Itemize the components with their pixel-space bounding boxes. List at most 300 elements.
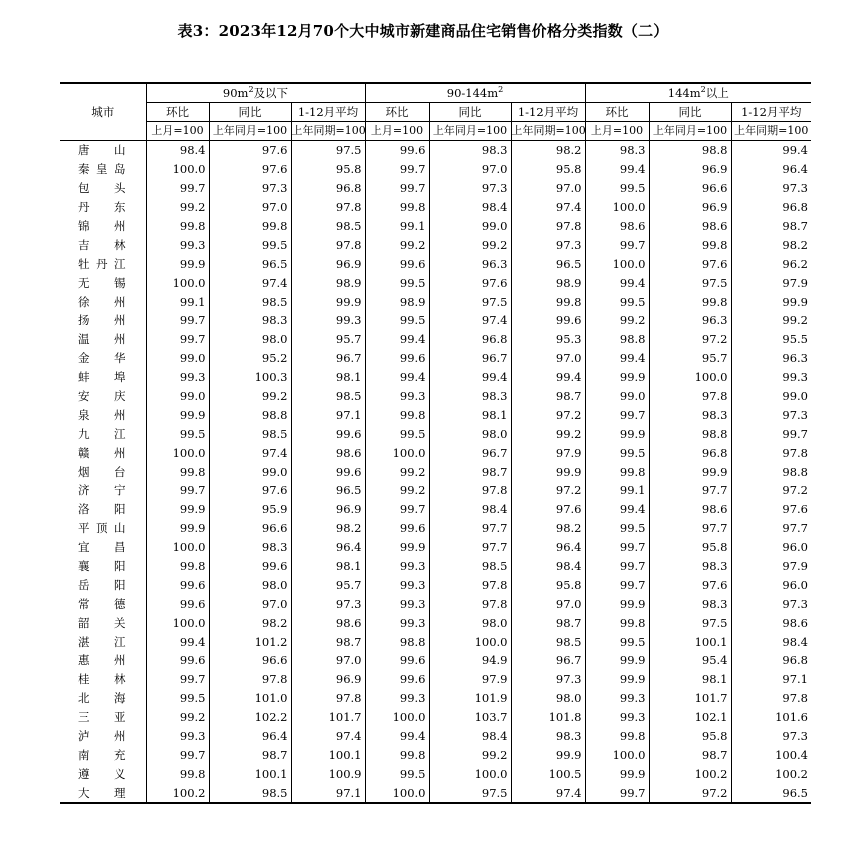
index-value: 98.3: [429, 141, 511, 160]
subheader-mom: 环比: [146, 103, 209, 122]
table-title: 表3：2023年12月70个大中城市新建商品住宅销售价格分类指数（二）: [177, 22, 669, 40]
index-value: 99.8: [585, 727, 649, 746]
index-value: 97.8: [511, 217, 585, 236]
table-row: [60, 632, 811, 651]
index-value: 99.4: [585, 349, 649, 368]
index-value: 97.6: [209, 160, 291, 179]
index-value: 99.5: [365, 424, 429, 443]
index-value: 96.9: [649, 160, 731, 179]
index-value: 98.3: [429, 387, 511, 406]
index-value: 99.0: [585, 387, 649, 406]
index-value: 97.5: [429, 292, 511, 311]
base-label-yoy: 上年同月=100: [649, 122, 731, 141]
base-label-yoy: 上年同月=100: [429, 122, 511, 141]
index-value: 97.5: [649, 273, 731, 292]
index-value: 99.2: [146, 198, 209, 217]
base-label-mom: 上月=100: [146, 122, 209, 141]
index-value: 97.8: [731, 689, 811, 708]
index-value: 95.3: [511, 330, 585, 349]
index-value: 99.8: [146, 557, 209, 576]
index-value: 99.7: [585, 235, 649, 254]
index-value: 99.8: [585, 613, 649, 632]
index-value: 97.8: [731, 443, 811, 462]
index-value: 99.9: [731, 292, 811, 311]
index-value: 97.7: [649, 519, 731, 538]
index-value: 99.7: [585, 783, 649, 803]
index-value: 99.6: [146, 575, 209, 594]
index-value: 97.4: [511, 198, 585, 217]
subheader-avg: 1-12月平均: [731, 103, 811, 122]
index-value: 99.7: [146, 481, 209, 500]
index-value: 101.6: [731, 708, 811, 727]
index-value: 102.2: [209, 708, 291, 727]
base-label-avg: 上年同期=100: [291, 122, 365, 141]
index-value: 97.2: [511, 481, 585, 500]
price-index-table-container: [60, 82, 811, 804]
index-value: 99.4: [511, 368, 585, 387]
table-row: [60, 387, 811, 406]
index-value: 96.0: [731, 575, 811, 594]
index-value: 97.1: [291, 783, 365, 803]
city-name: 韶关: [78, 615, 126, 630]
city-name: 赣州: [78, 445, 126, 460]
subheader-yoy: 同比: [649, 103, 731, 122]
index-value: 98.5: [209, 783, 291, 803]
index-value: 100.0: [365, 708, 429, 727]
city-name: 唐山: [78, 143, 126, 158]
index-value: 99.6: [365, 670, 429, 689]
index-value: 97.8: [291, 198, 365, 217]
index-value: 99.7: [365, 500, 429, 519]
index-value: 98.0: [511, 689, 585, 708]
index-value: 99.3: [585, 708, 649, 727]
index-value: 98.7: [511, 387, 585, 406]
index-value: 99.7: [146, 746, 209, 765]
index-value: 97.0: [511, 594, 585, 613]
city-name: 泸州: [78, 729, 126, 744]
city-name: 包头: [78, 181, 126, 196]
index-value: 98.3: [511, 727, 585, 746]
index-value: 98.4: [429, 500, 511, 519]
city-name: 惠州: [78, 653, 126, 668]
index-value: 99.3: [365, 613, 429, 632]
index-value: 97.6: [209, 141, 291, 160]
index-value: 99.7: [585, 575, 649, 594]
index-value: 100.0: [585, 198, 649, 217]
index-value: 99.6: [511, 311, 585, 330]
index-value: 98.2: [511, 141, 585, 160]
table-row: [60, 273, 811, 292]
index-value: 97.3: [429, 179, 511, 198]
city-name: 牡丹江: [78, 256, 126, 271]
index-value: 99.3: [731, 368, 811, 387]
index-value: 99.3: [585, 689, 649, 708]
index-value: 99.9: [146, 519, 209, 538]
index-value: 97.6: [649, 575, 731, 594]
city-name: 南充: [78, 747, 126, 762]
index-value: 99.4: [365, 368, 429, 387]
group-header-large: $144m^2$以上: [585, 83, 811, 103]
index-value: 97.7: [649, 481, 731, 500]
index-value: 97.6: [731, 500, 811, 519]
index-value: 99.2: [511, 424, 585, 443]
index-value: 97.7: [731, 519, 811, 538]
index-value: 99.5: [365, 273, 429, 292]
city-name: 大理: [60, 783, 146, 803]
index-value: 100.5: [511, 764, 585, 783]
index-value: 97.4: [209, 443, 291, 462]
index-value: 99.0: [429, 217, 511, 236]
index-value: 99.5: [585, 632, 649, 651]
index-value: 99.5: [585, 443, 649, 462]
index-value: 99.8: [365, 198, 429, 217]
index-value: 100.0: [649, 368, 731, 387]
city-name: 九江: [78, 426, 126, 441]
city-name: 湛江: [78, 634, 126, 649]
city-name: 徐州: [78, 294, 126, 309]
city-name: 扬州: [78, 313, 126, 328]
index-value: 96.4: [731, 160, 811, 179]
index-value: 99.7: [146, 179, 209, 198]
index-value: 99.7: [146, 330, 209, 349]
index-value: 98.5: [209, 292, 291, 311]
index-value: 99.4: [146, 632, 209, 651]
index-value: 98.7: [731, 217, 811, 236]
index-value: 102.1: [649, 708, 731, 727]
index-value: 100.2: [649, 764, 731, 783]
index-value: 97.7: [429, 519, 511, 538]
index-value: 98.8: [649, 424, 731, 443]
index-value: 99.3: [146, 368, 209, 387]
subheader-avg: 1-12月平均: [291, 103, 365, 122]
city-name: 无锡: [78, 275, 126, 290]
index-value: 98.3: [649, 594, 731, 613]
index-value: 97.8: [649, 387, 731, 406]
subheader-yoy: 同比: [429, 103, 511, 122]
index-value: 96.9: [291, 500, 365, 519]
index-value: 99.2: [429, 746, 511, 765]
index-value: 96.6: [209, 651, 291, 670]
index-value: 95.7: [649, 349, 731, 368]
index-value: 97.2: [731, 481, 811, 500]
index-value: 99.8: [146, 217, 209, 236]
index-value: 99.8: [146, 462, 209, 481]
index-value: 98.4: [731, 632, 811, 651]
base-label-avg: 上年同期=100: [511, 122, 585, 141]
index-value: 97.8: [429, 575, 511, 594]
index-value: 99.6: [209, 557, 291, 576]
index-value: 98.5: [291, 387, 365, 406]
city-name: 吉林: [78, 237, 126, 252]
index-value: 99.3: [365, 557, 429, 576]
index-value: 98.0: [209, 330, 291, 349]
index-value: 99.9: [585, 670, 649, 689]
index-value: 99.2: [365, 481, 429, 500]
table-row: [60, 519, 811, 538]
index-value: 98.0: [429, 424, 511, 443]
index-value: 99.9: [585, 594, 649, 613]
index-value: 99.6: [365, 254, 429, 273]
index-value: 98.4: [511, 557, 585, 576]
index-value: 98.9: [291, 273, 365, 292]
index-value: 95.2: [209, 349, 291, 368]
index-value: 97.4: [209, 273, 291, 292]
index-value: 97.8: [429, 594, 511, 613]
index-value: 99.3: [291, 311, 365, 330]
index-value: 100.1: [291, 746, 365, 765]
index-value: 99.4: [585, 273, 649, 292]
index-value: 96.4: [511, 538, 585, 557]
index-value: 98.5: [291, 217, 365, 236]
index-value: 97.1: [731, 670, 811, 689]
index-value: 96.6: [209, 519, 291, 538]
index-value: 103.7: [429, 708, 511, 727]
index-value: 99.3: [365, 594, 429, 613]
index-value: 96.5: [731, 783, 811, 803]
index-value: 96.3: [429, 254, 511, 273]
index-value: 97.6: [649, 254, 731, 273]
index-value: 98.6: [291, 613, 365, 632]
index-value: 99.3: [365, 689, 429, 708]
index-value: 95.8: [291, 160, 365, 179]
index-value: 97.9: [731, 557, 811, 576]
index-value: 97.0: [291, 651, 365, 670]
index-value: 100.2: [146, 783, 209, 803]
table-row: [60, 311, 811, 330]
index-value: 98.7: [291, 632, 365, 651]
table-row: [60, 292, 811, 311]
index-value: 96.7: [291, 349, 365, 368]
index-value: 98.8: [649, 141, 731, 160]
index-value: 97.8: [209, 670, 291, 689]
index-value: 99.9: [585, 651, 649, 670]
city-name: 襄阳: [78, 559, 126, 574]
index-value: 97.8: [429, 481, 511, 500]
index-value: 99.7: [585, 557, 649, 576]
index-value: 96.9: [291, 254, 365, 273]
table-row: [60, 235, 811, 254]
city-name: 北海: [78, 691, 126, 706]
index-value: 99.3: [365, 575, 429, 594]
index-value: 99.2: [365, 235, 429, 254]
index-value: 98.7: [511, 613, 585, 632]
index-value: 99.6: [365, 519, 429, 538]
subheader-yoy: 同比: [209, 103, 291, 122]
index-value: 99.6: [365, 141, 429, 160]
index-value: 98.8: [585, 330, 649, 349]
index-value: 99.4: [365, 330, 429, 349]
index-value: 99.7: [731, 424, 811, 443]
index-value: 96.8: [649, 443, 731, 462]
index-value: 98.8: [365, 632, 429, 651]
table-row: [60, 670, 811, 689]
index-value: 95.7: [291, 575, 365, 594]
index-value: 96.8: [731, 198, 811, 217]
index-value: 99.6: [365, 349, 429, 368]
index-value: 97.3: [511, 235, 585, 254]
index-value: 99.9: [585, 424, 649, 443]
city-name: 温州: [78, 332, 126, 347]
index-value: 99.8: [365, 746, 429, 765]
index-value: 100.4: [731, 746, 811, 765]
city-name: 遵义: [78, 766, 126, 781]
index-value: 97.5: [429, 783, 511, 803]
index-value: 99.0: [209, 462, 291, 481]
index-value: 97.3: [731, 594, 811, 613]
index-value: 97.0: [511, 349, 585, 368]
index-value: 98.1: [649, 670, 731, 689]
index-value: 98.1: [291, 368, 365, 387]
table-row: [60, 746, 811, 765]
index-value: 97.0: [429, 160, 511, 179]
index-value: 97.3: [731, 179, 811, 198]
index-value: 98.9: [511, 273, 585, 292]
index-value: 95.8: [649, 727, 731, 746]
table-row: [60, 783, 811, 803]
index-value: 99.1: [585, 481, 649, 500]
index-value: 99.5: [146, 424, 209, 443]
index-value: 98.0: [429, 613, 511, 632]
index-value: 98.3: [209, 538, 291, 557]
table-row: [60, 557, 811, 576]
table-row: [60, 462, 811, 481]
index-value: 101.9: [429, 689, 511, 708]
index-value: 99.5: [365, 311, 429, 330]
index-value: 96.7: [511, 651, 585, 670]
index-value: 99.7: [365, 160, 429, 179]
index-value: 101.8: [511, 708, 585, 727]
index-value: 100.0: [146, 273, 209, 292]
index-value: 96.9: [649, 198, 731, 217]
index-value: 95.8: [649, 538, 731, 557]
city-name: 金华: [78, 351, 126, 366]
table-row: [60, 500, 811, 519]
index-value: 100.1: [649, 632, 731, 651]
index-value: 99.5: [585, 292, 649, 311]
index-value: 98.4: [429, 198, 511, 217]
group-header-small: $90m^2$及以下: [146, 83, 365, 103]
index-value: 97.6: [209, 481, 291, 500]
index-value: 95.7: [291, 330, 365, 349]
index-value: 98.6: [649, 217, 731, 236]
index-value: 99.9: [511, 746, 585, 765]
index-value: 97.5: [649, 613, 731, 632]
table-body: [60, 141, 811, 804]
city-name: 秦皇岛: [78, 162, 126, 177]
index-value: 96.3: [731, 349, 811, 368]
index-value: 96.8: [291, 179, 365, 198]
index-value: 95.4: [649, 651, 731, 670]
index-value: 99.4: [429, 368, 511, 387]
subheader-mom: 环比: [365, 103, 429, 122]
index-value: 99.3: [146, 727, 209, 746]
index-value: 96.7: [429, 349, 511, 368]
table-row: [60, 141, 811, 160]
index-value: 97.4: [511, 783, 585, 803]
index-value: 98.3: [649, 557, 731, 576]
index-value: 98.6: [291, 443, 365, 462]
index-value: 99.8: [649, 235, 731, 254]
index-value: 99.9: [585, 764, 649, 783]
index-value: 96.4: [209, 727, 291, 746]
index-value: 97.1: [291, 405, 365, 424]
index-value: 97.6: [511, 500, 585, 519]
index-value: 99.6: [146, 594, 209, 613]
index-value: 99.9: [365, 538, 429, 557]
index-value: 96.5: [291, 481, 365, 500]
index-value: 99.9: [146, 500, 209, 519]
index-value: 97.5: [291, 141, 365, 160]
index-value: 100.3: [209, 368, 291, 387]
table-row: [60, 217, 811, 236]
index-value: 96.0: [731, 538, 811, 557]
index-value: 99.1: [146, 292, 209, 311]
index-value: 98.6: [731, 613, 811, 632]
index-value: 97.3: [731, 727, 811, 746]
subheader-avg: 1-12月平均: [511, 103, 585, 122]
index-value: 98.3: [209, 311, 291, 330]
index-value: 99.9: [649, 462, 731, 481]
index-value: 98.5: [511, 632, 585, 651]
index-value: 100.0: [146, 613, 209, 632]
index-value: 98.2: [209, 613, 291, 632]
city-name: 泉州: [78, 407, 126, 422]
index-value: 99.0: [146, 349, 209, 368]
index-value: 98.4: [429, 727, 511, 746]
index-value: 100.0: [146, 160, 209, 179]
index-value: 99.8: [649, 292, 731, 311]
index-value: 96.7: [429, 443, 511, 462]
index-value: 98.3: [649, 405, 731, 424]
index-value: 99.0: [731, 387, 811, 406]
index-value: 99.2: [731, 311, 811, 330]
index-value: 99.8: [585, 462, 649, 481]
index-value: 98.1: [291, 557, 365, 576]
index-value: 96.9: [291, 670, 365, 689]
table-row: [60, 613, 811, 632]
index-value: 97.3: [731, 405, 811, 424]
index-value: 98.7: [209, 746, 291, 765]
index-value: 97.8: [291, 689, 365, 708]
base-label-avg: 上年同期=100: [731, 122, 811, 141]
index-value: 97.4: [291, 727, 365, 746]
table-row: [60, 708, 811, 727]
index-value: 100.0: [365, 443, 429, 462]
index-value: 99.7: [585, 538, 649, 557]
index-value: 99.7: [146, 311, 209, 330]
index-value: 99.3: [365, 387, 429, 406]
table-row: [60, 405, 811, 424]
index-value: 99.2: [585, 311, 649, 330]
table-row: [60, 424, 811, 443]
index-value: 99.5: [365, 764, 429, 783]
index-value: 97.4: [429, 311, 511, 330]
table-row: [60, 764, 811, 783]
table-row: [60, 349, 811, 368]
city-name: 锦州: [78, 219, 126, 233]
index-value: 96.6: [649, 179, 731, 198]
table-row: [60, 594, 811, 613]
index-value: 99.4: [365, 727, 429, 746]
index-value: 99.9: [146, 254, 209, 273]
table-row: [60, 198, 811, 217]
table-row: [60, 689, 811, 708]
index-value: 100.2: [731, 764, 811, 783]
index-value: 96.3: [649, 311, 731, 330]
table-row: [60, 481, 811, 500]
index-value: 99.7: [146, 670, 209, 689]
index-value: 97.9: [429, 670, 511, 689]
